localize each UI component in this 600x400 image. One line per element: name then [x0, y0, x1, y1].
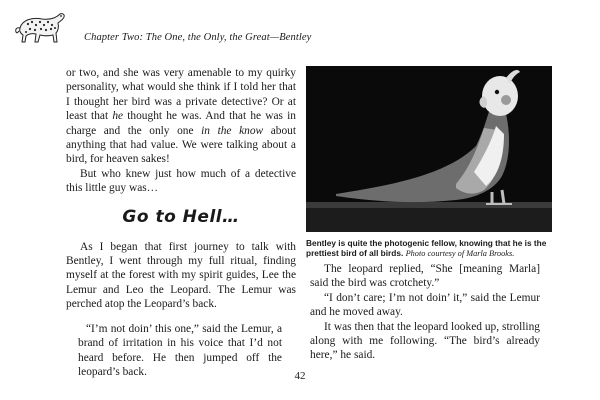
paragraph [66, 66, 296, 167]
photo-credit: Photo courtesy of Marla Brooks. [405, 249, 515, 259]
right-column [310, 262, 540, 363]
bird-photo [306, 66, 552, 232]
emphasis: in the know [201, 124, 264, 137]
paragraph: The leopard replied, “She [meaning Marla] said the bird was crotchety.” [310, 263, 540, 290]
cockatiel-image [306, 66, 552, 232]
left-column [66, 66, 296, 379]
caption-text: Bentley is quite the photogenic fellow, knowing that he is the prettiest bird of all birds. [306, 238, 547, 259]
emphasis: he [112, 110, 124, 123]
chapter-title: Chapter Two: The One, the Only, the Great—Bentley [84, 32, 312, 43]
paragraph: “I’m not doin’ this one,” said the Lemur, a brand of irritation in his voice that I’d not heard before. He then jumped off the leopard’s back. [78, 322, 282, 378]
paragraph: It was then that the leopard looked up, strolling along with me following. “The bird’s already here,” he said. [310, 320, 540, 362]
text-run: about anything that had value. We were talking about a bird, for heaven sakes! [66, 124, 296, 166]
photo-caption [306, 238, 552, 260]
section-heading: Go to Hell… [122, 206, 240, 227]
paragraph: “I don’t care; I’m not doin’ it,” said the Lemur and he moved away. [310, 291, 540, 319]
leopard-icon [14, 8, 68, 46]
page-number: 42 [294, 370, 306, 382]
paragraph: As I began that first journey to talk with Bentley, I went through my full ritual, finding myself at the forest with my spirit guides, Lee the Lemur and Leo the Leopard. The Lemur was perched atop the Leopard’s back. [66, 240, 296, 311]
text-run: thought he was. And that he was in charge and the only one [66, 110, 296, 137]
page-header [14, 6, 586, 50]
text-run: or two, and she was very amenable to my quirky personality, what would she think if I told her that I thought her bird was a private detective? Or at least that [66, 67, 296, 123]
paragraph: But who knew just how much of a detective this little guy was… [66, 167, 296, 195]
